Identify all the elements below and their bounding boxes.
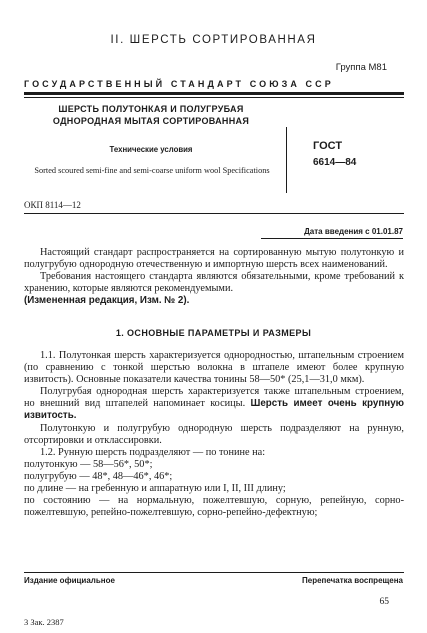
semi-coarse-bold-text: Шерсть имеет очень крупную извитость. bbox=[24, 398, 405, 422]
document-title: ШЕРСТЬ ПОЛУТОНКАЯ И ПОЛУГРУБАЯ ОДНОРОДНАЯ МЫТАЯ СОРТИРОВАННАЯ bbox=[52, 104, 250, 126]
gost-number: 6614—84 bbox=[313, 157, 357, 168]
list-item-length: по длине — на гребенную и аппаратную или I, II, III длину; bbox=[24, 483, 286, 495]
date-underline bbox=[261, 238, 403, 239]
order-number: 3 Зак. 2387 bbox=[24, 617, 64, 627]
list-item-condition: по состоянию — на нормальную, пожелтевшую, сорную, репейную, сорно-пожелтевшую, репейно-пожелтевшую, сорно-репейно-дефектную; bbox=[24, 495, 404, 519]
official-edition-note: Издание официальное bbox=[24, 576, 115, 585]
title-divider bbox=[286, 127, 287, 193]
banner-rule-thick bbox=[24, 92, 404, 95]
standard-banner: ГОСУДАРСТВЕННЫЙ СТАНДАРТ СОЮЗА ССР bbox=[24, 79, 334, 89]
semi-coarse-text: Полугрубая однородная шерсть характеризуется также штапельным строением, но внешний вид штапелей напоминает косицы. bbox=[24, 386, 404, 410]
page-number: 65 bbox=[379, 597, 389, 607]
footer-rule bbox=[24, 572, 404, 573]
okp-code: ОКП 8114—12 bbox=[24, 200, 81, 210]
gost-label: ГОСТ bbox=[313, 140, 343, 152]
intro-paragraph-scope: Настоящий стандарт распространяется на сортированную мытую полутонкую и полугрубую однородную отечественную и импортную шерсть всех наименований. bbox=[24, 247, 404, 271]
clause-1-1: 1.1. Полутонкая шерсть характеризуется однородностью, штапельным строением (по сравнению с тонкой шерстью волокна в штапеле имеют более крупную извитость). Основные показатели качества тонины 58—50* (25,1—31,0 мкм). bbox=[24, 350, 404, 386]
reprint-prohibited-note: Перепечатка воспрещена bbox=[302, 576, 403, 585]
divide-paragraph: Полутонкую и полугрубую однородную шерсть подразделяют на рунную, отсортировки и откласcировки. bbox=[24, 422, 404, 446]
group-code: Группа М81 bbox=[335, 62, 387, 73]
introduction-date: Дата введения с 01.01.87 bbox=[304, 227, 403, 236]
intro-paragraph-requirements: Требования настоящего стандарта являются обязательными, кроме требований к хранению, которые являются рекомендуемыми. bbox=[24, 271, 404, 295]
amendment-text: (Измененная редакция, Изм. № 2). bbox=[24, 295, 190, 307]
section-title: II. ШЕРСТЬ СОРТИРОВАННАЯ bbox=[110, 34, 317, 46]
english-title: Sorted scoured semi-fine and semi-coarse uniform wool Specifications bbox=[34, 166, 270, 175]
header-rule bbox=[24, 213, 404, 214]
amendment-note bbox=[24, 295, 404, 307]
banner-rule-thin bbox=[24, 97, 404, 98]
semi-coarse-paragraph bbox=[24, 386, 404, 422]
list-item-semi-coarse: полугрубую — 48*, 48—46*, 46*; bbox=[24, 470, 173, 482]
intro-block bbox=[24, 247, 404, 307]
list-item-semi-fine: полутонкую — 58—56*, 50*; bbox=[24, 458, 153, 470]
document-subtitle: Технические условия bbox=[109, 145, 193, 154]
clause-1-2: 1.2. Рунную шерсть подразделяют — по тонине на: bbox=[40, 446, 266, 458]
chapter-title: 1. ОСНОВНЫЕ ПАРАМЕТРЫ И РАЗМЕРЫ bbox=[115, 328, 312, 338]
chapter-body bbox=[24, 350, 404, 519]
